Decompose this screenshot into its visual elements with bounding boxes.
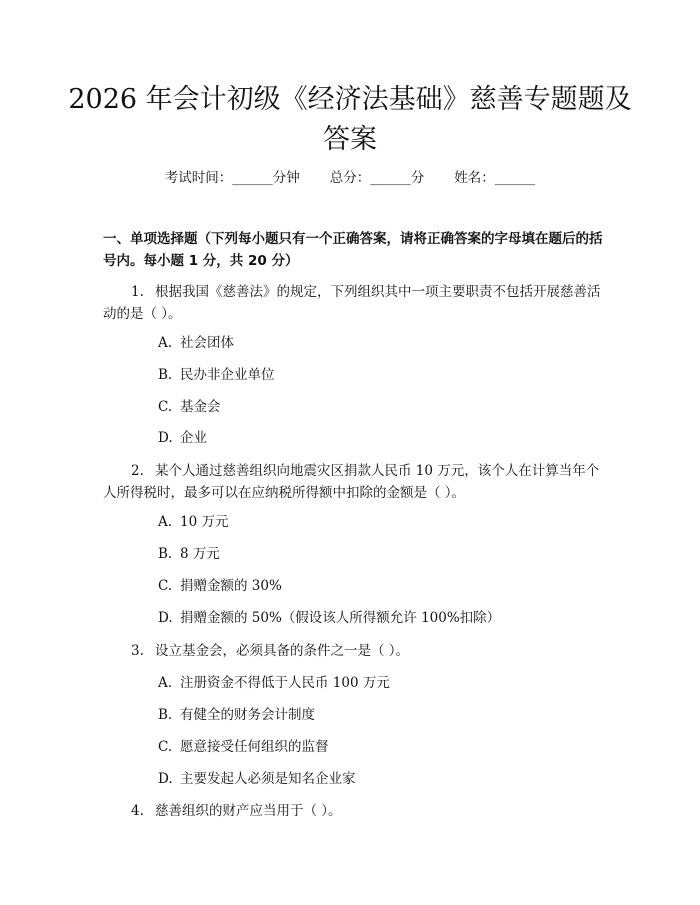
option-2b bbox=[158, 544, 220, 564]
option-2a bbox=[158, 512, 228, 532]
question-number: 1. bbox=[131, 284, 144, 300]
name-label: 姓名：______ bbox=[454, 170, 536, 186]
exam-info-line bbox=[0, 168, 700, 188]
option-text: 主要发起人必须是知名企业家 bbox=[180, 771, 356, 787]
question-number: 3. bbox=[131, 643, 144, 659]
option-text: 愿意接受任何组织的监督 bbox=[180, 739, 329, 755]
question-text: 慈善组织的财产应当用于（ ）。 bbox=[155, 803, 342, 819]
option-3b bbox=[158, 705, 315, 725]
option-letter: B. bbox=[158, 367, 173, 383]
option-text: 捐赠金额的 30% bbox=[180, 578, 282, 594]
question-1 bbox=[103, 281, 603, 325]
option-2c bbox=[158, 576, 282, 596]
option-letter: A. bbox=[158, 514, 173, 530]
question-text: 设立基金会，必须具备的条件之一是（ ）。 bbox=[155, 643, 410, 659]
option-text: 注册资金不得低于人民币 100 万元 bbox=[180, 675, 390, 691]
question-number: 4. bbox=[131, 803, 144, 819]
option-1a bbox=[158, 333, 234, 353]
option-3a bbox=[158, 673, 390, 693]
option-2d bbox=[158, 608, 500, 628]
section-heading: 一、单项选择题（下列每小题只有一个正确答案，请将正确答案的字母填在题后的括号内。每小题 1 分，共 20 分） bbox=[103, 231, 603, 269]
option-text: 社会团体 bbox=[180, 335, 234, 351]
option-letter: D. bbox=[158, 430, 173, 446]
question-text: 根据我国《慈善法》的规定，下列组织其中一项主要职责不包括开展慈善活动的是（ ）。 bbox=[103, 284, 601, 322]
option-letter: D. bbox=[158, 610, 173, 626]
option-text: 捐赠金额的 50%（假设该人所得额允许 100%扣除） bbox=[180, 610, 501, 626]
option-letter: C. bbox=[158, 739, 173, 755]
option-1c bbox=[158, 397, 221, 417]
total-score-label: 总分：______分 bbox=[329, 170, 425, 186]
option-letter: D. bbox=[158, 771, 173, 787]
option-text: 基金会 bbox=[180, 399, 221, 415]
option-text: 8 万元 bbox=[180, 546, 220, 562]
option-text: 有健全的财务会计制度 bbox=[180, 707, 315, 723]
option-letter: B. bbox=[158, 707, 173, 723]
option-1b bbox=[158, 365, 275, 385]
question-text: 某个人通过慈善组织向地震灾区捐款人民币 10 万元，该个人在计算当年个人所得税时，最多可以在应纳税所得额中扣除的金额是（ ）。 bbox=[103, 463, 600, 501]
exam-time-label: 考试时间：______分钟 bbox=[164, 170, 300, 186]
option-letter: A. bbox=[158, 675, 173, 691]
option-text: 企业 bbox=[180, 430, 207, 446]
question-2 bbox=[103, 460, 603, 504]
option-letter: C. bbox=[158, 399, 173, 415]
option-text: 10 万元 bbox=[180, 514, 229, 530]
option-letter: B. bbox=[158, 546, 173, 562]
question-4 bbox=[103, 800, 603, 822]
option-3c bbox=[158, 737, 329, 757]
option-3d bbox=[158, 769, 356, 789]
document-title: 2026 年会计初级《经济法基础》慈善专题题及答案 bbox=[68, 84, 632, 155]
option-letter: A. bbox=[158, 335, 173, 351]
question-3 bbox=[103, 640, 603, 662]
option-text: 民办非企业单位 bbox=[180, 367, 275, 383]
option-letter: C. bbox=[158, 578, 173, 594]
question-number: 2. bbox=[131, 463, 144, 479]
option-1d bbox=[158, 428, 207, 448]
